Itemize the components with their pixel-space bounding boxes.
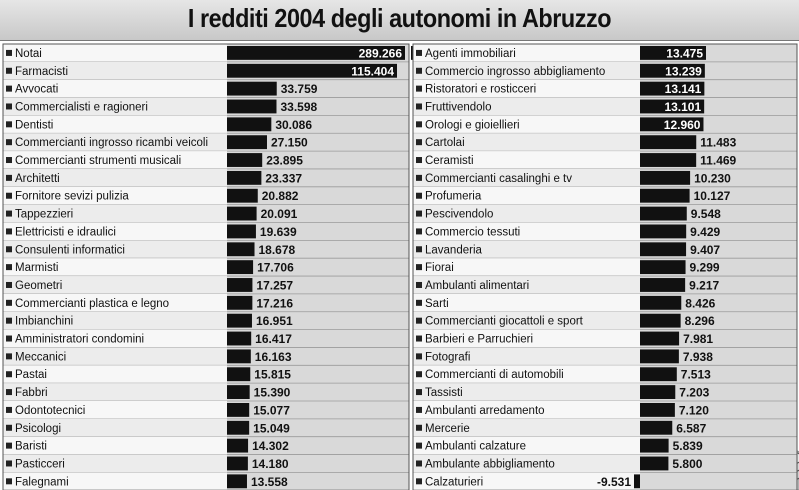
row-bullet bbox=[6, 336, 12, 342]
category-label: Fruttivendolo bbox=[425, 101, 492, 114]
row-bullet bbox=[416, 139, 422, 145]
bar bbox=[640, 207, 687, 221]
category-label: Ceramisti bbox=[425, 155, 474, 168]
category-label: Orologi e gioiellieri bbox=[425, 119, 520, 132]
category-label: Commercianti giocattoli e sport bbox=[425, 315, 583, 328]
row-bullet bbox=[6, 371, 12, 377]
category-label: Marmisti bbox=[15, 262, 59, 275]
value-label: 23.337 bbox=[265, 171, 303, 186]
row-bullet bbox=[6, 68, 12, 74]
bar bbox=[640, 421, 672, 435]
value-label: 17.706 bbox=[257, 260, 294, 275]
row-bullet bbox=[416, 336, 422, 342]
bar bbox=[640, 314, 681, 328]
category-label: Baristi bbox=[15, 440, 47, 453]
bar bbox=[227, 171, 261, 185]
bar bbox=[227, 207, 257, 221]
category-label: Commercio tessuti bbox=[425, 226, 521, 239]
bar bbox=[227, 385, 250, 399]
bar bbox=[640, 171, 690, 185]
bar bbox=[227, 296, 252, 310]
row-bullet bbox=[6, 157, 12, 163]
row-bullet bbox=[416, 211, 422, 217]
value-label: 9.299 bbox=[689, 260, 720, 275]
bar bbox=[640, 296, 681, 310]
value-label: 9.548 bbox=[690, 207, 721, 222]
bar bbox=[640, 332, 679, 346]
value-label: 19.639 bbox=[259, 224, 297, 239]
value-label: 7.938 bbox=[682, 349, 713, 364]
row-bullet bbox=[6, 264, 12, 270]
category-label: Commercialisti e ragioneri bbox=[15, 101, 148, 114]
bar bbox=[227, 439, 248, 453]
category-label: Odontotecnici bbox=[15, 404, 86, 417]
row-bullet bbox=[6, 50, 12, 56]
value-label: 9.429 bbox=[690, 224, 721, 239]
value-label: 16.163 bbox=[254, 349, 292, 364]
row-bullet bbox=[6, 443, 12, 449]
category-label: Meccanici bbox=[15, 351, 67, 364]
value-label: 9.217 bbox=[689, 278, 720, 293]
row-bullet bbox=[6, 139, 12, 145]
bar bbox=[227, 421, 249, 435]
row-bullet bbox=[6, 389, 12, 395]
bar bbox=[640, 457, 668, 471]
bar bbox=[227, 314, 252, 328]
row-bullet bbox=[6, 211, 12, 217]
value-label: 7.120 bbox=[678, 403, 709, 418]
category-label: Tappezzieri bbox=[15, 208, 74, 221]
value-label: 30.086 bbox=[275, 117, 313, 132]
category-label: Elettricisti e idraulici bbox=[15, 226, 116, 239]
row-bullet bbox=[6, 175, 12, 181]
bar bbox=[227, 117, 271, 131]
bar bbox=[227, 457, 248, 471]
category-label: Notai bbox=[15, 47, 42, 60]
category-label: Architetti bbox=[15, 172, 60, 185]
row-bullet bbox=[6, 318, 12, 324]
bar bbox=[227, 100, 276, 114]
value-label: 33.759 bbox=[280, 82, 318, 97]
category-label: Commercianti ingrosso ricambi veicoli bbox=[15, 137, 209, 150]
row-bullet bbox=[416, 175, 422, 181]
category-label: Agenti immobiliari bbox=[425, 47, 516, 60]
value-label: 15.390 bbox=[253, 385, 291, 400]
category-label: Commercianti strumenti musicali bbox=[15, 155, 182, 168]
value-label: 13.239 bbox=[665, 64, 702, 79]
bar bbox=[227, 135, 267, 149]
bar bbox=[227, 278, 252, 292]
value-label: 17.216 bbox=[256, 296, 294, 311]
row-bullet bbox=[416, 282, 422, 288]
category-label: Sarti bbox=[425, 297, 449, 310]
row-bullet bbox=[6, 246, 12, 252]
category-label: Pasticceri bbox=[15, 458, 65, 471]
value-label: 6.587 bbox=[676, 421, 707, 436]
row-bullet bbox=[416, 478, 422, 484]
category-label: Mercerie bbox=[425, 422, 470, 435]
category-label: Falegnami bbox=[15, 476, 69, 489]
category-label: Geometri bbox=[15, 279, 63, 292]
row-bullet bbox=[416, 443, 422, 449]
value-label: 8.296 bbox=[684, 314, 715, 329]
bar bbox=[227, 242, 255, 256]
value-label: 15.815 bbox=[254, 367, 291, 382]
row-bullet bbox=[6, 478, 12, 484]
value-label: 13.475 bbox=[666, 46, 703, 61]
category-label: Ambulanti alimentari bbox=[425, 279, 530, 292]
category-label: Ristoratori e rosticceri bbox=[425, 83, 537, 96]
value-label: 13.558 bbox=[250, 474, 288, 489]
value-label: 10.230 bbox=[694, 171, 731, 186]
bar bbox=[227, 367, 250, 381]
category-label: Ambulante abbigliamento bbox=[425, 458, 555, 471]
row-bullet bbox=[416, 425, 422, 431]
category-label: Pescivendolo bbox=[425, 208, 494, 221]
bar bbox=[640, 135, 696, 149]
bar bbox=[640, 225, 686, 239]
category-label: Farmacisti bbox=[15, 65, 69, 78]
bar bbox=[640, 367, 677, 381]
bar bbox=[227, 332, 251, 346]
row-bullet bbox=[416, 157, 422, 163]
value-label: 11.469 bbox=[700, 153, 737, 168]
category-label: Amministratori condomini bbox=[15, 333, 145, 346]
category-label: Cartolai bbox=[425, 137, 465, 150]
row-bullet bbox=[6, 300, 12, 306]
value-label: 289.266 bbox=[358, 46, 402, 61]
row-bullet bbox=[6, 353, 12, 359]
value-label: 13.141 bbox=[664, 82, 702, 97]
category-label: Commercio ingrosso abbigliamento bbox=[425, 65, 606, 78]
row-bullet bbox=[6, 282, 12, 288]
row-bullet bbox=[6, 460, 12, 466]
row-bullet bbox=[6, 121, 12, 127]
category-label: Ambulanti calzature bbox=[425, 440, 526, 453]
value-label: 13.101 bbox=[664, 99, 702, 114]
row-bullet bbox=[416, 121, 422, 127]
row-bullet bbox=[416, 68, 422, 74]
row-bullet bbox=[416, 228, 422, 234]
value-label: 16.417 bbox=[255, 332, 292, 347]
row-bullet bbox=[416, 389, 422, 395]
value-label: 5.839 bbox=[672, 439, 703, 454]
bar bbox=[227, 474, 247, 488]
bar bbox=[227, 189, 258, 203]
rows-layer bbox=[3, 44, 797, 490]
row-bullet bbox=[6, 407, 12, 413]
value-label: 7.203 bbox=[679, 385, 710, 400]
bar bbox=[227, 225, 256, 239]
bar bbox=[227, 349, 251, 363]
value-label: 20.882 bbox=[261, 189, 299, 204]
row-bullet bbox=[416, 50, 422, 56]
value-label: 20.091 bbox=[260, 207, 298, 222]
category-label: Calzaturieri bbox=[425, 476, 484, 489]
category-label: Barbieri e Parruchieri bbox=[425, 333, 534, 346]
category-label: Fabbri bbox=[15, 387, 48, 400]
category-label: Consulenti informatici bbox=[15, 244, 125, 257]
row-bullet bbox=[6, 103, 12, 109]
category-label: Fornitore sevizi pulizia bbox=[15, 190, 129, 203]
category-label: Ambulanti arredamento bbox=[425, 404, 545, 417]
category-label: Commercianti plastica e legno bbox=[15, 297, 170, 310]
value-label: 27.150 bbox=[270, 135, 308, 150]
value-label: 33.598 bbox=[280, 99, 318, 114]
category-label: Fotografi bbox=[425, 351, 471, 364]
row-bullet bbox=[6, 228, 12, 234]
value-label: 115.404 bbox=[351, 64, 394, 79]
category-label: Fiorai bbox=[425, 262, 454, 275]
category-label: Avvocati bbox=[15, 83, 59, 96]
bar bbox=[640, 242, 686, 256]
value-label: 16.951 bbox=[255, 314, 293, 329]
row-bullet bbox=[416, 353, 422, 359]
row-bullet bbox=[416, 103, 422, 109]
bar bbox=[227, 403, 249, 417]
value-label: -9.531 bbox=[596, 474, 631, 489]
bar bbox=[640, 260, 686, 274]
value-label: 5.800 bbox=[672, 456, 703, 471]
value-label: 15.049 bbox=[253, 421, 290, 436]
row-bullet bbox=[6, 425, 12, 431]
bar bbox=[640, 349, 679, 363]
bar bbox=[227, 82, 277, 96]
value-label: 14.180 bbox=[251, 456, 289, 471]
value-label: 12.960 bbox=[663, 117, 701, 132]
value-label: 7.513 bbox=[680, 367, 711, 382]
row-bullet bbox=[416, 371, 422, 377]
row-bullet bbox=[416, 460, 422, 466]
category-label: Imbianchini bbox=[15, 315, 74, 328]
value-label: 11.483 bbox=[700, 135, 737, 150]
value-label: 14.302 bbox=[252, 439, 289, 454]
category-label: Profumeria bbox=[425, 190, 482, 203]
value-label: 8.426 bbox=[685, 296, 716, 311]
category-label: Lavanderia bbox=[425, 244, 482, 257]
value-label: 10.127 bbox=[693, 189, 731, 204]
bar bbox=[640, 278, 685, 292]
row-bullet bbox=[416, 264, 422, 270]
value-label: 15.077 bbox=[253, 403, 290, 418]
row-bullet bbox=[416, 407, 422, 413]
bar bbox=[640, 189, 690, 203]
page-title: I redditi 2004 degli autonomi in Abruzzo bbox=[187, 3, 612, 33]
row-bullet bbox=[416, 300, 422, 306]
bar bbox=[640, 385, 675, 399]
category-label: Pastai bbox=[15, 369, 47, 382]
value-label: 18.678 bbox=[258, 242, 296, 257]
row-bullet bbox=[6, 193, 12, 199]
category-label: Dentisti bbox=[15, 119, 54, 132]
row-bullet bbox=[416, 246, 422, 252]
value-label: 7.981 bbox=[683, 332, 714, 347]
category-label: Commercianti casalinghi e tv bbox=[425, 172, 573, 185]
bar bbox=[640, 403, 675, 417]
value-label: 23.895 bbox=[266, 153, 303, 168]
bar bbox=[640, 153, 696, 167]
category-label: Psicologi bbox=[15, 422, 62, 435]
value-label: 9.407 bbox=[690, 242, 721, 257]
bar bbox=[634, 474, 640, 488]
bar bbox=[640, 439, 669, 453]
value-label: 17.257 bbox=[256, 278, 294, 293]
category-label: Commercianti di automobili bbox=[425, 369, 564, 382]
row-bullet bbox=[416, 86, 422, 92]
row-bullet bbox=[416, 193, 422, 199]
row-bullet bbox=[416, 318, 422, 324]
bar bbox=[227, 153, 262, 167]
row-bullet bbox=[6, 86, 12, 92]
bar bbox=[227, 260, 253, 274]
category-label: Tassisti bbox=[425, 387, 463, 400]
